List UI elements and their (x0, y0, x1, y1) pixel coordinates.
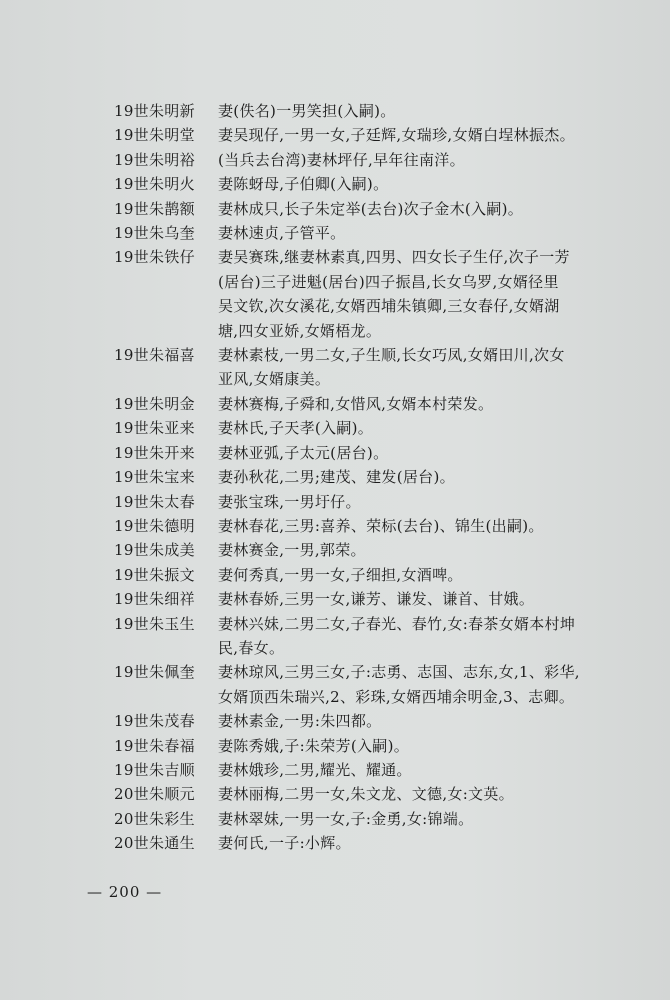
entry-description: (当兵去台湾)妻林坪仔,早年往南洋。 (218, 150, 465, 169)
entry-description: 妻林丽梅,二男一女,朱文龙、文德,女:文英。 (218, 785, 514, 804)
entry-description: 妻林赛梅,子舜和,女惜风,女婿本村荣发。 (218, 394, 494, 413)
entry-name: 19世朱吉顺 (114, 760, 195, 779)
entry-name: 19世朱玉生 (114, 614, 195, 633)
entry-description: 妻林春花,三男:喜养、荣标(去台)、锦生(出嗣)。 (218, 516, 544, 535)
genealogy-entry (114, 807, 654, 831)
genealogy-entry (114, 465, 654, 489)
entry-description: 妻林春娇,三男一女,谦芳、谦发、谦首、甘娥。 (218, 590, 535, 609)
entry-name: 19世朱春福 (114, 736, 195, 755)
entry-description: 妻林氏,子天孝(入嗣)。 (218, 419, 374, 438)
genealogy-entry (114, 660, 654, 709)
entry-description: 妻陈蚜母,子伯卿(入嗣)。 (218, 175, 389, 194)
genealogy-entry (114, 221, 654, 245)
entry-name: 19世朱细祥 (114, 590, 195, 609)
genealogy-entry (114, 490, 654, 514)
genealogy-entry (114, 782, 654, 806)
genealogy-entry (114, 758, 654, 782)
entry-name: 19世朱乌奎 (114, 224, 195, 243)
genealogy-entry (114, 831, 654, 855)
genealogy-entry (114, 99, 654, 123)
entry-description: 妻孙秋花,二男;建茂、建发(居台)。 (218, 468, 455, 487)
entry-name: 19世朱亚来 (114, 419, 195, 438)
genealogy-entry (114, 245, 654, 343)
entry-description: 妻吴赛珠,继妻林素真,四男、四女长子生仔,次子一芳 (居台)三子进魁(居台)四子振昌,长女乌罗,女婿径里 吴文钦,次女溪花,女婿西埔朱镇卿,三女春仔,女婿湖 塘,四女亚娇,女婿梧龙。 (218, 248, 570, 340)
entry-name: 19世朱明新 (114, 102, 195, 120)
entry-description: 妻吴现仔,一男一女,子廷辉,女瑞珍,女婿白埕林振杰。 (218, 126, 575, 145)
entry-description: 妻林速贞,子管平。 (218, 224, 346, 243)
entry-description: 妻林素枝,一男二女,子生顺,长女巧凤,女婿田川,次女 亚风,女婿康美。 (218, 346, 565, 389)
entry-name: 19世朱明火 (114, 175, 195, 194)
entry-description: 妻林翠妹,一男一女,子:金勇,女:锦端。 (218, 809, 474, 828)
entry-description: 妻陈秀娥,子:朱荣芳(入嗣)。 (218, 736, 410, 755)
genealogy-entry (114, 148, 654, 172)
genealogy-entry (114, 709, 654, 733)
genealogy-entry (114, 392, 654, 416)
entry-description: 妻何秀真,一男一女,子细担,女酒啤。 (218, 565, 463, 584)
genealogy-entry (114, 538, 654, 562)
genealogy-entry (114, 587, 654, 611)
genealogy-entry (114, 172, 654, 196)
entry-description: 妻林娥珍,二男,耀光、耀通。 (218, 760, 412, 779)
genealogy-entry (114, 612, 654, 661)
entry-name: 19世朱茂春 (114, 712, 195, 731)
entry-name: 19世朱明金 (114, 394, 195, 413)
entry-name: 19世朱成美 (114, 541, 195, 560)
entry-name: 19世朱福喜 (114, 346, 195, 365)
entry-name: 19世朱德明 (114, 516, 195, 535)
entry-name: 19世朱明裕 (114, 150, 195, 169)
entry-name: 20世朱通生 (114, 834, 195, 853)
entry-name: 20世朱顺元 (114, 785, 195, 804)
entry-description: 妻(佚名)一男笑担(入嗣)。 (218, 102, 396, 120)
genealogy-entry (114, 123, 654, 147)
entry-description: 妻张宝珠,一男圩仔。 (218, 492, 361, 511)
entry-description: 妻林亚弧,子太元(居台)。 (218, 443, 389, 462)
entry-description: 妻林素金,一男:朱四都。 (218, 712, 382, 731)
genealogy-entries (114, 99, 654, 856)
genealogy-entry (114, 563, 654, 587)
entry-description: 妻林琼风,三男三女,子:志勇、志国、志东,女,1、彩华, 女婿顶西朱瑞兴,2、彩珠,女婿西埔余明金,3、志卿。 (218, 663, 580, 706)
genealogy-entry (114, 416, 654, 440)
page-number: — 200 — (87, 883, 163, 901)
entry-name: 19世朱铁仔 (114, 248, 195, 267)
genealogy-entry (114, 514, 654, 538)
entry-name: 19世朱佩奎 (114, 663, 195, 682)
genealogy-entry (114, 343, 654, 392)
entry-name: 20世朱彩生 (114, 809, 195, 828)
genealogy-entry (114, 197, 654, 221)
entry-name: 19世朱开来 (114, 443, 195, 462)
genealogy-entry (114, 441, 654, 465)
entry-description: 妻林赛金,一男,郭荣。 (218, 541, 366, 560)
entry-name: 19世朱鹊额 (114, 199, 195, 218)
genealogy-entry (114, 734, 654, 758)
entry-name: 19世朱振文 (114, 565, 195, 584)
entry-description: 妻林成只,长子朱定举(去台)次子金木(入嗣)。 (218, 199, 524, 218)
entry-name: 19世朱明堂 (114, 126, 195, 145)
entry-name: 19世朱宝来 (114, 468, 195, 487)
entry-description: 妻林兴妹,二男二女,子春光、春竹,女:春茶女婿本村坤 民,春女。 (218, 614, 576, 657)
entry-name: 19世朱太春 (114, 492, 195, 511)
entry-description: 妻何氏,一子:小辉。 (218, 834, 351, 853)
